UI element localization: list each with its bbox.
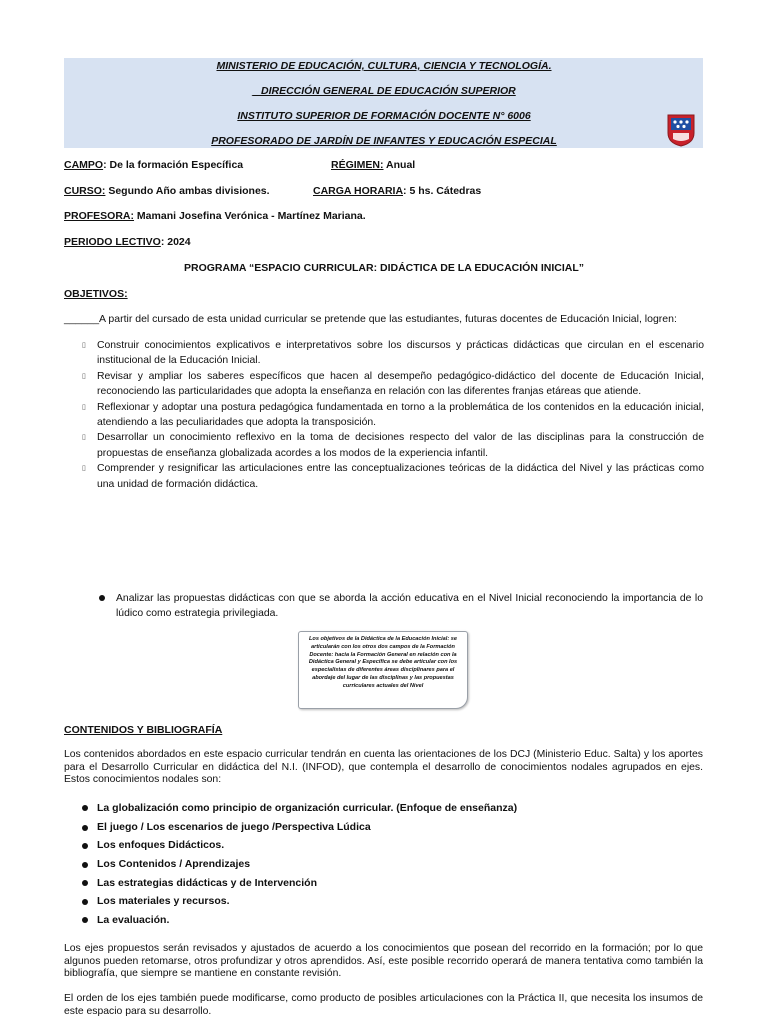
curso-row: CURSO: Segundo Año ambas divisiones. — [64, 185, 270, 197]
list-item: ▯ Construir conocimientos explicativos e interpretativos sobre los discursos y prácticas didácticas que circulan en el escenario institucional de la Educación Inicial. — [82, 340, 704, 367]
list-item: Las estrategias didácticas y de Intervención — [97, 877, 318, 889]
bullet-icon — [82, 862, 88, 868]
header-banner — [64, 58, 703, 148]
callout-note: Los objetivos de la Didáctica de la Educación Inicial: se articularán con los otros dos campos de la Formación Docente: hacia la Formación General en relación con la Didáctica General y Específica se debe articular con los especialistas de diferentes áreas disciplinares para el abordaje del lugar de las disciplinas y las propuestas curriculares actuales del Nivel — [298, 631, 468, 709]
program-title: PROGRAMA “ESPACIO CURRICULAR: DIDÁCTICA DE LA EDUCACIÓN INICIAL” — [184, 262, 584, 274]
ministry-title: MINISTERIO DE EDUCACIÓN, CULTURA, CIENCIA Y TECNOLOGÍA. — [216, 60, 552, 72]
bullet-icon: ▯ — [82, 342, 86, 349]
bullet-icon — [82, 825, 88, 831]
bullet-icon — [99, 595, 105, 601]
bullet-icon — [82, 880, 88, 886]
periodo-row: PERIODO LECTIVO: 2024 — [64, 236, 191, 248]
objetivos-heading: OBJETIVOS: — [64, 288, 128, 300]
bullet-icon: ▯ — [82, 465, 86, 473]
bullet-icon: ▯ — [82, 403, 86, 411]
list-item: ▯ Desarrollar un conocimiento reflexivo en la toma de decisiones respecto del valor de las disciplinas para la construcción de propuestas de enseñanza globalizada acordes a los modos de la experiencia infantil. — [82, 432, 704, 459]
bullet-icon — [82, 899, 88, 905]
contenidos-heading: CONTENIDOS Y BIBLIOGRAFÍA — [64, 724, 223, 736]
list-item: La globalización como principio de organización curricular. (Enfoque de enseñanza) — [97, 802, 518, 814]
list-item: Los materiales y recursos. — [97, 895, 230, 907]
list-item: Los Contenidos / Aprendizajes — [97, 858, 251, 870]
objetivos-intro: ______A partir del cursado de esta unidad curricular se pretende que las estudiantes, futuras docentes de Educación Inicial, logren: — [64, 313, 677, 325]
orden-paragraph: El orden de los ejes también puede modificarse, como producto de posibles articulaciones con la Práctica II, que necesita los insumos de este espacio para su desarrollo. — [64, 993, 703, 1017]
list-item: ▯ Comprender y resignificar las articulaciones entre las conceptualizaciones teóricas de la didáctica del Nivel y las prácticas como una unidad de formación didáctica. — [82, 463, 704, 490]
institute-seal-icon — [666, 113, 696, 147]
bullet-icon — [82, 805, 88, 811]
list-item: Los enfoques Didácticos. — [97, 839, 225, 851]
institute-title: INSTITUTO SUPERIOR DE FORMACIÓN DOCENTE N° 6006 — [237, 110, 531, 122]
direction-title: _ DIRECCIÓN GENERAL DE EDUCACIÓN SUPERIOR — [252, 85, 516, 97]
campo-row: CAMPO: De la formación Específica — [64, 159, 244, 171]
ejes-paragraph: Los ejes propuestos serán revisados y ajustados de acuerdo a los conocimientos que posean del recorrido en la formación; por lo que algunos pueden retomarse, otros profundizar y otros aprendidos. Así, este posible recorrido operará de manera tentativa como también la bibliografía, que siempre se mantiene en constante revisión. — [64, 943, 703, 980]
bullet-icon — [82, 917, 88, 923]
extra-objective: Analizar las propuestas didácticas con que se aborda la acción educativa en el Nivel Inicial reconociendo la importancia de lo lúdico como estrategia privilegiada. — [116, 593, 703, 620]
program-career-title: PROFESORADO DE JARDÍN DE INFANTES Y EDUCACIÓN ESPECIAL — [211, 135, 557, 147]
list-item: ▯ Reflexionar y adoptar una postura pedagógica fundamentada en torno a la problemática de los contenidos en la educación inicial, atendiendo a las peculiaridades que adopta la transposición. — [82, 401, 704, 429]
list-item: La evaluación. — [97, 914, 170, 926]
regimen-row: RÉGIMEN: Anual — [331, 159, 416, 171]
bullet-icon: ▯ — [82, 372, 86, 380]
list-item: ▯ Revisar y ampliar los saberes específicos que hacen al desempeño pedagógico-didáctico del docente de Educación Inicial, reconociendo las particularidades que adopta la enseñanza en relación con las diferentes franjas etáreas que atiende. — [82, 370, 704, 398]
bullet-icon — [82, 843, 88, 849]
profesora-row: PROFESORA: Mamani Josefina Verónica - Martínez Mariana. — [64, 210, 366, 222]
list-item: El juego / Los escenarios de juego /Perspectiva Lúdica — [97, 821, 371, 833]
bullet-icon: ▯ — [82, 434, 86, 442]
objectives-list — [82, 338, 704, 492]
carga-horaria-row: CARGA HORARIA: 5 hs. Cátedras — [313, 185, 482, 197]
contenidos-intro: Los contenidos abordados en este espacio curricular tendrán en cuenta las orientaciones de los DCJ (Ministerio Educ. Salta) y los aportes para el Desarrollo Curricular en didáctica del N.I. (INFOD), que contempla el desarrollo de conocimientos nodales agrupados en ejes. Estos conocimientos nodales son: — [64, 749, 703, 786]
